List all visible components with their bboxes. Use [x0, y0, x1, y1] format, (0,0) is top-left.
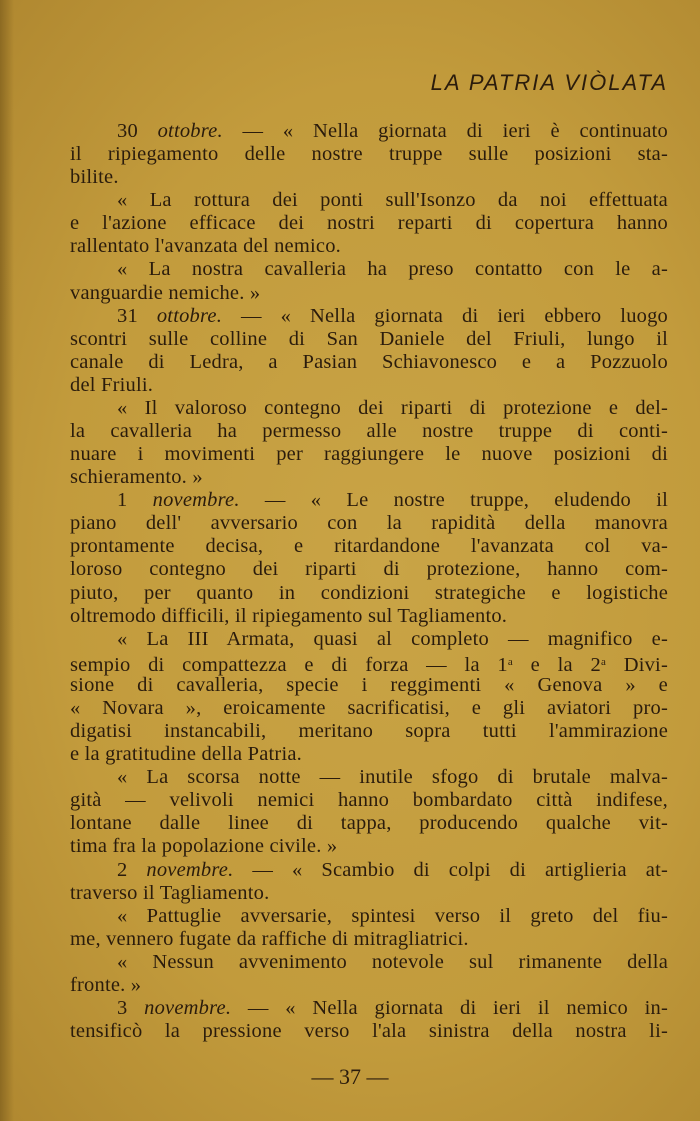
text-line: [70, 420, 668, 443]
text-line: [70, 328, 668, 351]
text-run: — « Nella giornata di ieri ebbero luogo: [222, 304, 668, 327]
date-label: novembre.: [144, 996, 232, 1019]
text-run: del Friuli.: [70, 373, 154, 396]
text-run: « Novara », eroicamente sacrificatisi, e gli aviatori pro-: [70, 696, 668, 719]
text-line: [70, 974, 668, 997]
text-run: loroso contegno dei riparti di protezione, hanno com-: [70, 558, 668, 581]
text-run: sione di cavalleria, specie i reggimenti « Genova » e: [70, 673, 668, 696]
text-run: tensificò la pressione verso l'ala sinistra della nostra li-: [70, 1020, 668, 1043]
text-run: tima fra la popolazione civile. »: [70, 835, 338, 858]
text-line: [70, 305, 668, 328]
text-line: [70, 582, 668, 605]
superscript: a: [600, 655, 607, 668]
page-edge-shadow: [0, 0, 14, 1121]
text-line: [70, 189, 668, 212]
text-run: oltremodo difficili, il ripiegamento sul Tagliamento.: [70, 604, 508, 627]
text-line: [70, 905, 668, 928]
text-line: [70, 512, 668, 535]
text-run: piano dell' avversario con la rapidità della manovra: [70, 512, 668, 535]
text-line: [70, 558, 668, 581]
text-line: [70, 1020, 668, 1043]
date-label: ottobre.: [156, 304, 223, 327]
text-line: [70, 466, 668, 489]
text-run: rallentato l'avanzata del nemico.: [70, 235, 341, 258]
text-line: [70, 235, 668, 258]
text-line: [70, 928, 668, 951]
running-header: LA PATRIA VIÒLATA: [430, 70, 668, 95]
text-line: [70, 812, 668, 835]
page-number: — 37 —: [311, 1064, 389, 1089]
text-run: — « Nella giornata di ieri è continuato: [222, 120, 668, 142]
text-run: « La nostra cavalleria ha preso contatto con le a-: [117, 258, 668, 281]
text-line: [70, 697, 668, 720]
text-line: [70, 674, 668, 697]
text-line: [70, 835, 668, 858]
text-line: [70, 143, 668, 166]
text-run: e la 2: [512, 653, 601, 676]
text-run: lontane dalle linee di tappa, producendo qualche vit-: [70, 812, 668, 835]
text-run: scontri sulle colline di San Daniele del Friuli, lungo il: [70, 327, 668, 350]
text-run: fronte. »: [70, 973, 142, 996]
text-line: [70, 258, 668, 281]
text-run: 3: [117, 996, 145, 1019]
text-run: e la gratitudine della Patria.: [70, 743, 302, 766]
text-run: « Nessun avvenimento notevole sul rimanente della: [117, 950, 668, 973]
text-line: [70, 859, 668, 882]
text-line: [70, 282, 668, 305]
text-run: « Pattuglie avversarie, spintesi verso il greto del fiu-: [117, 904, 668, 927]
text-run: la cavalleria ha permesso alle nostre truppe di conti-: [70, 420, 668, 443]
text-run: « La scorsa notte — inutile sfogo di brutale malva-: [117, 766, 668, 789]
text-line: [70, 351, 668, 374]
text-line: [70, 882, 668, 905]
text-line: [70, 443, 668, 466]
text-run: prontamente decisa, e ritardandone l'avanzata col va-: [70, 535, 668, 558]
text-run: sempio di compattezza e di forza — la 1: [70, 653, 508, 676]
text-run: — « Scambio di colpi di artiglieria at-: [233, 858, 669, 881]
date-label: novembre.: [152, 489, 240, 512]
text-line: [70, 120, 668, 143]
text-run: 31: [117, 304, 157, 327]
text-line: [70, 743, 668, 766]
text-run: nuare i movimenti per raggiungere le nuove posizioni di: [70, 443, 668, 466]
text-line: [70, 628, 668, 651]
text-line: [70, 997, 668, 1020]
text-line: [70, 535, 668, 558]
text-run: 2: [117, 858, 147, 881]
text-run: « Il valoroso contegno dei riparti di protezione e del-: [117, 396, 668, 419]
text-run: Divi-: [606, 653, 668, 676]
text-line: [70, 720, 668, 743]
text-line: [70, 605, 668, 628]
text-run: e l'azione efficace dei nostri reparti di copertura hanno: [70, 212, 668, 235]
text-run: digatisi instancabili, meritano sopra tutti l'ammirazione: [70, 720, 668, 743]
text-run: « La III Armata, quasi al completo — magnifico e-: [117, 627, 668, 650]
text-line: [70, 166, 668, 189]
text-line: [70, 212, 668, 235]
text-run: canale di Ledra, a Pasian Schiavonesco e a Pozzuolo: [70, 350, 668, 373]
text-run: « La rottura dei ponti sull'Isonzo da noi effettuata: [117, 189, 668, 212]
text-run: piuto, per quanto in condizioni strategiche e logistiche: [70, 581, 668, 604]
text-run: traverso il Tagliamento.: [70, 881, 270, 904]
text-run: vanguardie nemiche. »: [70, 281, 261, 304]
text-line: [70, 951, 668, 974]
text-line: [70, 397, 668, 420]
body-text: [70, 120, 668, 1043]
text-run: — « Le nostre truppe, eludendo il: [239, 489, 668, 512]
text-run: schieramento. »: [70, 466, 203, 489]
text-run: — « Nella giornata di ieri il nemico in-: [231, 996, 668, 1019]
text-line: [70, 374, 668, 397]
text-run: 30: [117, 120, 158, 142]
text-run: bilite.: [70, 166, 119, 189]
text-run: il ripiegamento delle nostre truppe sulle posizioni sta-: [70, 143, 668, 166]
date-label: novembre.: [146, 858, 234, 881]
text-line: [70, 651, 668, 674]
superscript: a: [507, 655, 513, 668]
date-label: ottobre.: [157, 120, 223, 142]
text-line: [70, 789, 668, 812]
text-run: 1: [117, 489, 153, 512]
text-line: [70, 766, 668, 789]
text-run: me, vennero fugate da raffiche di mitragliatrici.: [70, 927, 469, 950]
text-run: gità — velivoli nemici hanno bombardato città indifese,: [70, 789, 668, 812]
text-line: [70, 489, 668, 512]
